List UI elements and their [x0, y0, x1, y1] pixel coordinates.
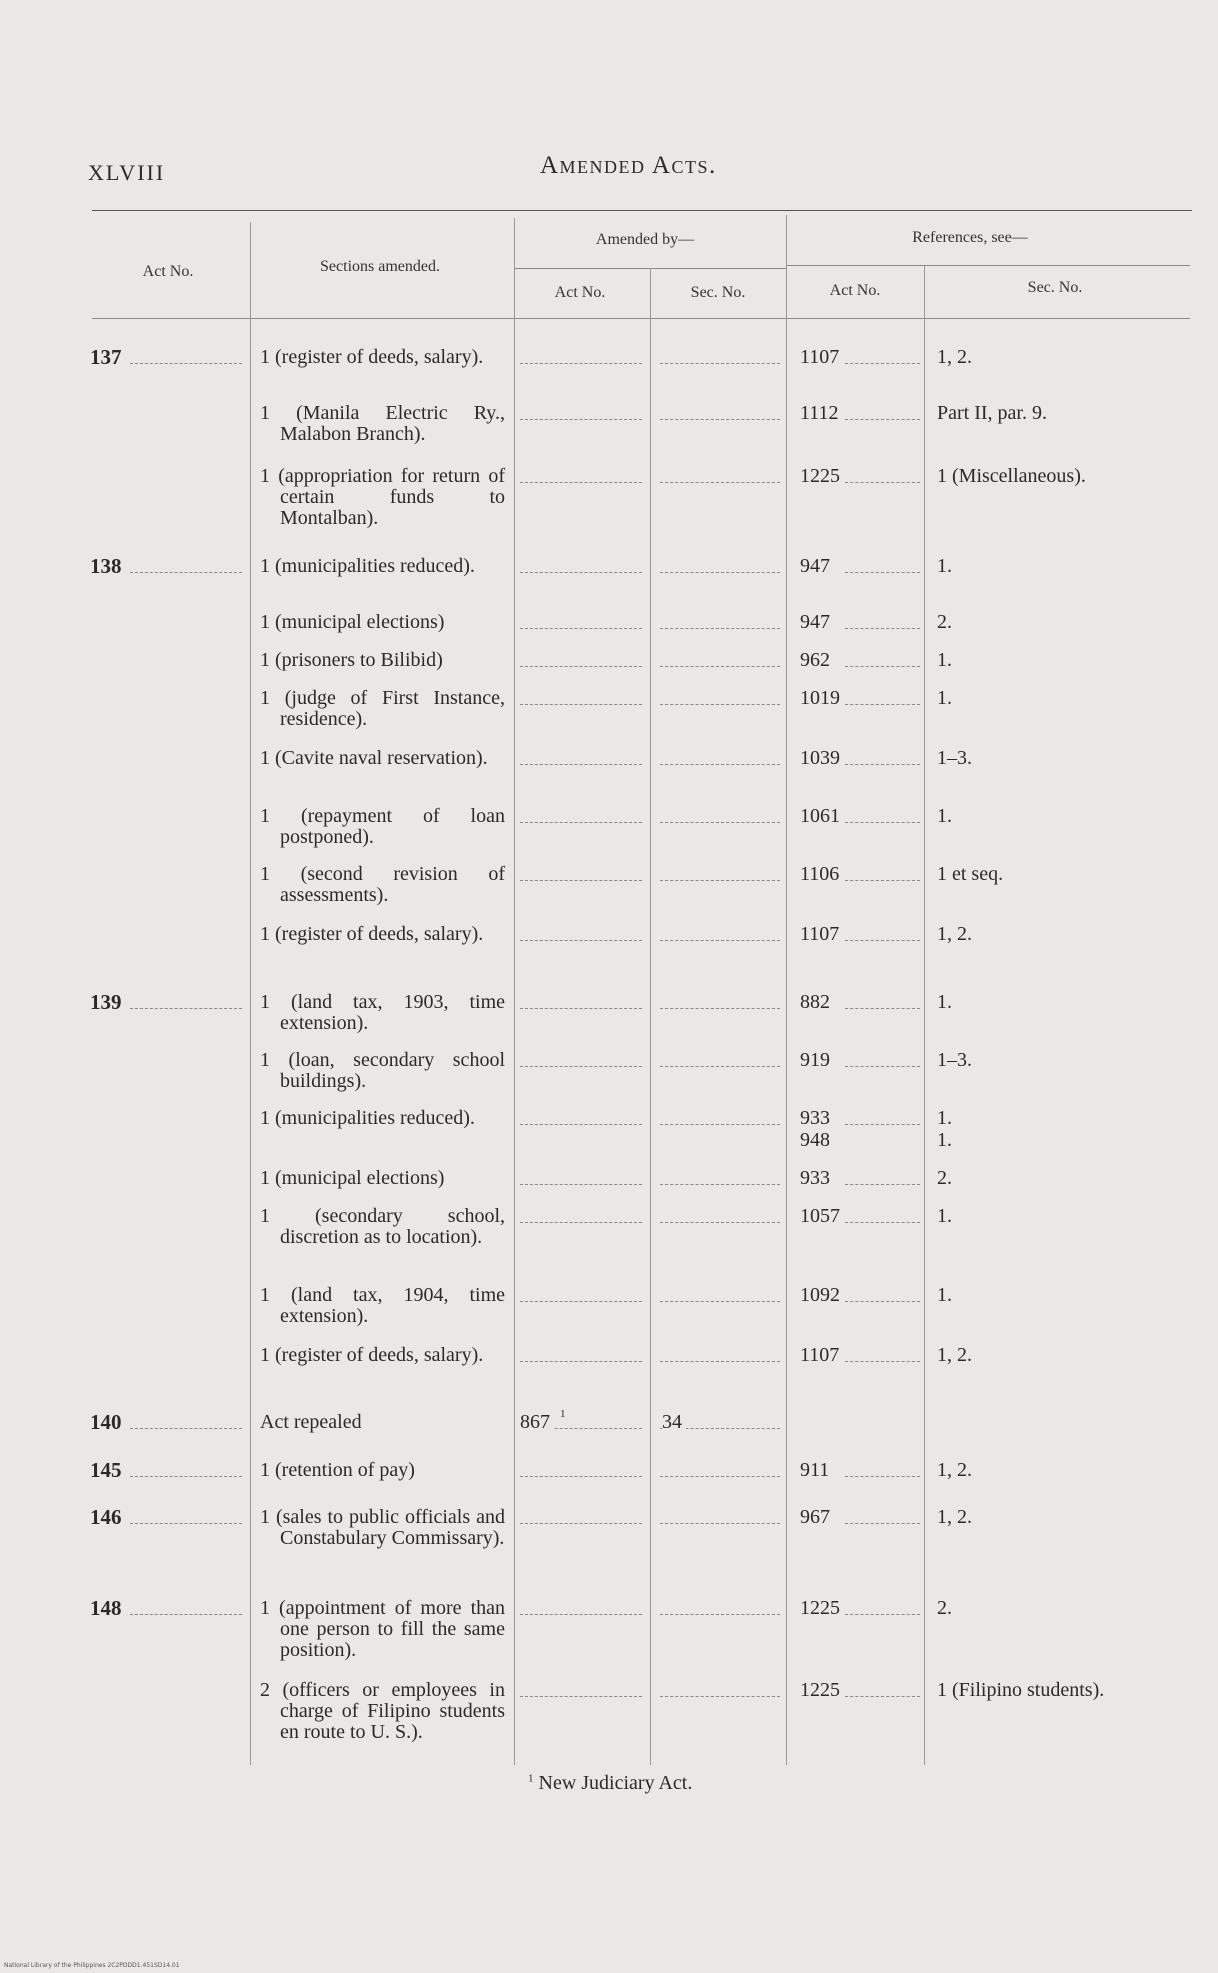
- dot-leader: [845, 822, 920, 823]
- dot-leader: [845, 1301, 920, 1302]
- dot-leader: [520, 940, 642, 941]
- section-amended: 1 (judge of First Instance, residence).: [260, 687, 505, 730]
- dot-leader: [660, 419, 780, 420]
- reference-section-number: 2.: [937, 1597, 952, 1619]
- section-amended: 1 (land tax, 1903, time extension).: [260, 991, 505, 1034]
- section-amended: 1 (Manila Electric Ry., Malabon Branch).: [260, 402, 505, 445]
- reference-section-number: 1.: [937, 687, 952, 709]
- section-amended: 1 (municipal elections): [260, 1167, 445, 1189]
- header-rule: [92, 210, 1192, 211]
- section-amended: 1 (retention of pay): [260, 1459, 415, 1481]
- reference-section-number: 1.: [937, 555, 952, 577]
- reference-section-number: 1.: [937, 1107, 952, 1129]
- dot-leader: [130, 1008, 242, 1009]
- section-amended: 1 (register of deeds, salary).: [260, 923, 484, 945]
- dot-leader: [845, 1066, 920, 1067]
- rule-references: [786, 265, 1190, 266]
- header-amended-act-no: Act No.: [554, 284, 606, 301]
- dot-leader: [845, 704, 920, 705]
- act-number: 138: [90, 556, 126, 577]
- act-number: 139: [90, 992, 126, 1013]
- reference-section-number: 1, 2.: [937, 923, 972, 945]
- dot-leader: [660, 482, 780, 483]
- reference-section-number: 1–3.: [937, 1049, 972, 1071]
- dot-leader: [845, 1184, 920, 1185]
- section-amended: 1 (register of deeds, salary).: [260, 346, 484, 368]
- column-rule-4: [786, 215, 787, 1765]
- dot-leader: [845, 1614, 920, 1615]
- dot-leader: [660, 1523, 780, 1524]
- dot-leader: [660, 1361, 780, 1362]
- act-number: 145: [90, 1460, 126, 1481]
- dot-leader: [845, 1222, 920, 1223]
- header-act-no: Act No.: [142, 263, 194, 280]
- dot-leader: [520, 1361, 642, 1362]
- header-ref-sec-no: Sec. No.: [1027, 279, 1083, 296]
- reference-section-number: 1 (Miscellaneous).: [937, 465, 1086, 487]
- act-number: 140: [90, 1412, 126, 1433]
- reference-act-number: 1107: [800, 1345, 843, 1366]
- reference-section-number: 1.: [937, 991, 952, 1013]
- dot-leader: [845, 572, 920, 573]
- reference-act-number: 919: [800, 1050, 834, 1071]
- dot-leader: [520, 1124, 642, 1125]
- footnote-mark: 1: [528, 1772, 534, 1785]
- reference-act-number: 1106: [800, 864, 843, 885]
- dot-leader: [845, 940, 920, 941]
- dot-leader: [520, 704, 642, 705]
- dot-leader: [660, 572, 780, 573]
- dot-leader: [130, 572, 242, 573]
- reference-section-number: 1 (Filipino students).: [937, 1679, 1105, 1701]
- reference-act-number: 962: [800, 650, 834, 671]
- header-ref-act-no: Act No.: [829, 282, 881, 299]
- dot-leader: [660, 1614, 780, 1615]
- column-rule-1: [250, 222, 251, 1765]
- reference-section-number: 1.: [937, 805, 952, 827]
- reference-section-number: 2.: [937, 611, 952, 633]
- header-amended-by: Amended by—: [595, 231, 695, 248]
- reference-act-number: 1019: [800, 688, 844, 709]
- dot-leader: [520, 628, 642, 629]
- reference-act-number: 947: [800, 556, 834, 577]
- section-amended: 1 (municipalities reduced).: [260, 555, 475, 577]
- dot-leader: [660, 1696, 780, 1697]
- dot-leader: [845, 482, 920, 483]
- dot-leader: [845, 1523, 920, 1524]
- dot-leader: [660, 880, 780, 881]
- section-amended: Act repealed: [260, 1411, 362, 1433]
- reference-section-number: 1.: [937, 649, 952, 671]
- reference-section-number: 1–3.: [937, 747, 972, 769]
- dot-leader: [130, 1614, 242, 1615]
- reference-act-number: 1112: [800, 403, 843, 424]
- dot-leader: [520, 419, 642, 420]
- reference-section-number: 1, 2.: [937, 346, 972, 368]
- dot-leader: [845, 419, 920, 420]
- reference-act-number: 1225: [800, 1680, 844, 1701]
- reference-act-number: 1057: [800, 1206, 844, 1227]
- dot-leader: [845, 1361, 920, 1362]
- section-amended: 1 (secondary school, discretion as to location).: [260, 1205, 505, 1248]
- reference-section-number: 1, 2.: [937, 1344, 972, 1366]
- reference-section-number: 1, 2.: [937, 1506, 972, 1528]
- page-number: XLVIII: [88, 160, 166, 185]
- act-number: 146: [90, 1507, 126, 1528]
- dot-leader: [130, 1523, 242, 1524]
- reference-act-number: 933: [800, 1168, 834, 1189]
- section-amended: 1 (sales to public officials and Constabulary Commissary).: [260, 1506, 505, 1549]
- reference-section-number-2: 1.: [937, 1129, 952, 1151]
- section-amended: 1 (municipalities reduced).: [260, 1107, 475, 1129]
- section-amended: 1 (appointment of more than one person to fill the same position).: [260, 1597, 505, 1661]
- dot-leader: [520, 880, 642, 881]
- reference-act-number: 1061: [800, 806, 844, 827]
- dot-leader: [520, 1301, 642, 1302]
- dot-leader: [520, 1222, 642, 1223]
- dot-leader: [660, 704, 780, 705]
- reference-act-number: 933: [800, 1108, 834, 1129]
- dot-leader: [845, 363, 920, 364]
- reference-act-number: 1107: [800, 924, 843, 945]
- dot-leader: [660, 1008, 780, 1009]
- dot-leader: [660, 940, 780, 941]
- section-amended: 1 (register of deeds, salary).: [260, 1344, 484, 1366]
- dot-leader: [520, 1066, 642, 1067]
- reference-section-number: 2.: [937, 1167, 952, 1189]
- dot-leader: [845, 1696, 920, 1697]
- dot-leader: [660, 1184, 780, 1185]
- dot-leader: [520, 1476, 642, 1477]
- dot-leader: [130, 1476, 242, 1477]
- section-amended: 2 (officers or employees in charge of Filipino students en route to U. S.).: [260, 1679, 505, 1743]
- section-amended: 1 (repayment of loan postponed).: [260, 805, 505, 848]
- dot-leader: [660, 764, 780, 765]
- amended-section-number: 34: [662, 1412, 686, 1433]
- header-amended-sec-no: Sec. No.: [690, 284, 746, 301]
- dot-leader: [520, 1523, 642, 1524]
- column-rule-2: [514, 218, 515, 1765]
- dot-leader: [520, 1008, 642, 1009]
- reference-section-number: 1.: [937, 1284, 952, 1306]
- reference-section-number: Part II, par. 9.: [937, 402, 1047, 424]
- dot-leader: [520, 822, 642, 823]
- reference-act-number: 1092: [800, 1285, 844, 1306]
- dot-leader: [130, 1428, 242, 1429]
- column-rule-3: [650, 268, 651, 1765]
- act-number: 137: [90, 347, 126, 368]
- dot-leader: [845, 1476, 920, 1477]
- dot-leader: [845, 764, 920, 765]
- reference-act-number-2: 948: [800, 1130, 834, 1151]
- dot-leader: [845, 880, 920, 881]
- reference-act-number: 1225: [800, 1598, 844, 1619]
- rule-header-bottom: [92, 318, 1190, 319]
- reference-section-number: 1.: [937, 1205, 952, 1227]
- reference-act-number: 1225: [800, 466, 844, 487]
- dot-leader: [130, 363, 242, 364]
- section-amended: 1 (prisoners to Bilibid): [260, 649, 443, 671]
- footnote: [528, 1772, 692, 1795]
- dot-leader: [845, 1008, 920, 1009]
- section-amended: 1 (Cavite naval reservation).: [260, 747, 488, 769]
- header-references: References, see—: [912, 229, 1028, 246]
- dot-leader: [845, 1124, 920, 1125]
- dot-leader: [660, 1476, 780, 1477]
- reference-act-number: 1039: [800, 748, 844, 769]
- dot-leader: [520, 1696, 642, 1697]
- dot-leader: [520, 764, 642, 765]
- dot-leader: [520, 572, 642, 573]
- amended-act-number: 867: [520, 1412, 554, 1433]
- section-amended: 1 (second revision of assessments).: [260, 863, 505, 906]
- dot-leader: [660, 1124, 780, 1125]
- dot-leader: [845, 628, 920, 629]
- footnote-text: New Judiciary Act.: [538, 1772, 693, 1794]
- dot-leader: [660, 1301, 780, 1302]
- reference-act-number: 947: [800, 612, 834, 633]
- dot-leader: [520, 1614, 642, 1615]
- dot-leader: [520, 1184, 642, 1185]
- reference-act-number: 967: [800, 1507, 834, 1528]
- dot-leader: [660, 666, 780, 667]
- dot-leader: [660, 1222, 780, 1223]
- dot-leader: [520, 363, 642, 364]
- reference-act-number: 882: [800, 992, 834, 1013]
- dot-leader: [660, 822, 780, 823]
- section-amended: 1 (loan, secondary school buildings).: [260, 1049, 505, 1092]
- page-title: Amended Acts.: [540, 152, 717, 179]
- dot-leader: [520, 482, 642, 483]
- section-amended: 1 (appropriation for return of certain funds to Montalban).: [260, 465, 505, 529]
- reference-section-number: 1, 2.: [937, 1459, 972, 1481]
- library-imprint: National Library of the Philippines 2C2PDDD1.451SD14.01: [4, 1962, 180, 1969]
- dot-leader: [660, 363, 780, 364]
- section-amended: 1 (land tax, 1904, time extension).: [260, 1284, 505, 1327]
- footnote-reference: 1: [560, 1408, 566, 1420]
- header-sections-amended: Sections amended.: [320, 258, 440, 275]
- reference-act-number: 911: [800, 1460, 833, 1481]
- reference-act-number: 1107: [800, 347, 843, 368]
- dot-leader: [660, 1066, 780, 1067]
- dot-leader: [845, 666, 920, 667]
- section-amended: 1 (municipal elections): [260, 611, 445, 633]
- act-number: 148: [90, 1598, 126, 1619]
- reference-section-number: 1 et seq.: [937, 863, 1004, 885]
- dot-leader: [520, 666, 642, 667]
- column-rule-5: [924, 265, 925, 1765]
- dot-leader: [660, 628, 780, 629]
